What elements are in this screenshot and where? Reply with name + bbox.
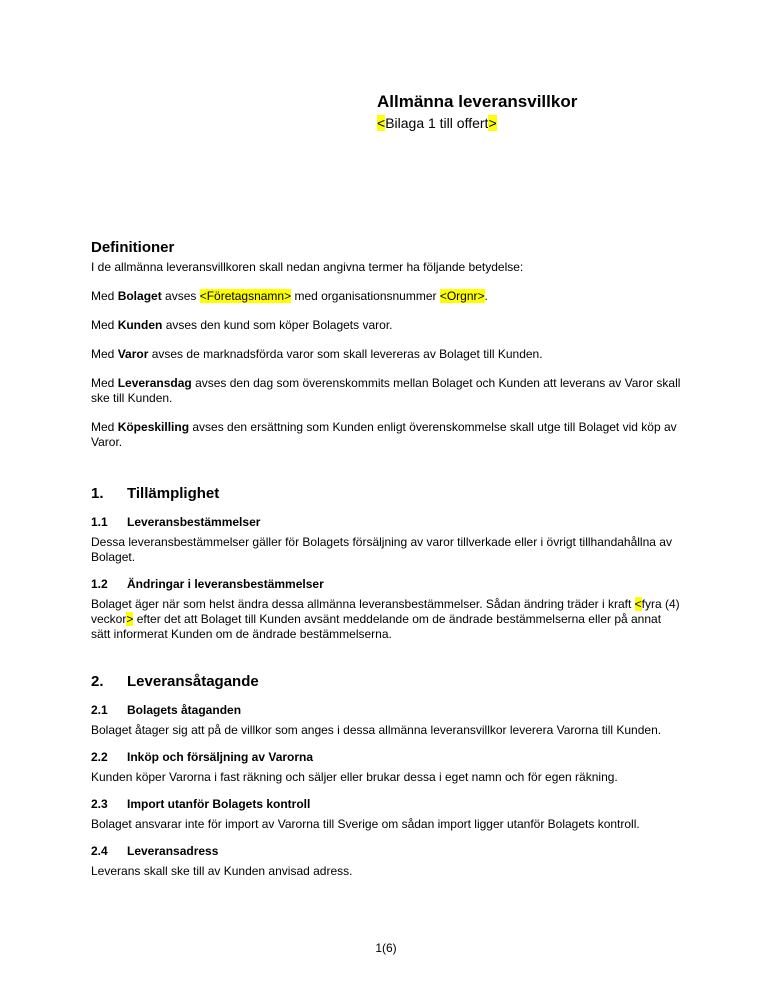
document-body	[91, 238, 681, 891]
definition-kunden	[91, 318, 681, 333]
def-prefix: Med	[91, 347, 118, 361]
subsection-2-3-text: Bolaget ansvarar inte för import av Varorna till Sverige om sådan import ligger utanför Bolagets kontroll.	[91, 817, 640, 831]
subsection-1-1-text: Dessa leveransbestämmelser gäller för Bolagets försäljning av varor tillverkade eller i övrigt tillhandahållna av Bolaget.	[91, 535, 672, 564]
subsection-1-1-heading	[91, 515, 681, 530]
subsection-number: 2.1	[91, 703, 108, 717]
subsection-2-1-heading	[91, 703, 681, 718]
definition-leveransdag	[91, 376, 681, 406]
subsection-number: 2.2	[91, 750, 108, 764]
subsection-title: Leveransadress	[127, 844, 219, 858]
def-term: Bolaget	[117, 289, 162, 303]
subsection-title: Leveransbestämmelser	[127, 515, 261, 529]
section-1-heading	[91, 484, 681, 503]
def-term: Leveransdag	[117, 376, 192, 390]
definition-kopeskilling	[91, 420, 681, 450]
subsection-title: Ändringar i leveransbestämmelser	[127, 577, 324, 591]
subsection-number: 2.3	[91, 797, 108, 811]
definitions-intro: I de allmänna leveransvillkoren skall nedan angivna termer ha följande betydelse:	[91, 260, 524, 274]
org-number-placeholder: <Orgnr>	[439, 289, 485, 303]
subtitle-open-bracket: <	[377, 115, 386, 131]
def-term: Varor	[117, 347, 149, 361]
subsection-number: 1.2	[91, 577, 108, 591]
section-number: 1.	[91, 485, 104, 502]
subsection-2-2-text: Kunden köper Varorna i fast räkning och säljer eller brukar dessa i eget namn och för egen räkning.	[91, 770, 618, 784]
def-term: Köpeskilling	[117, 420, 190, 434]
subsection-title: Import utanför Bolagets kontroll	[127, 797, 311, 811]
subsection-2-3-heading	[91, 797, 681, 812]
page-number: 1(6)	[375, 941, 397, 955]
subsection-2-4-heading	[91, 844, 681, 859]
subtitle-text: Bilaga 1 till offert	[385, 115, 489, 131]
paragraph-text: Bolaget äger när som helst ändra dessa allmänna leveransbestämmelser. Sådan ändring träder i kraft	[91, 597, 635, 611]
subsection-1-2-heading	[91, 577, 681, 592]
document-header	[377, 92, 577, 132]
section-title: Leveransåtagande	[127, 673, 259, 690]
placeholder-close-bracket: >	[126, 612, 134, 626]
subsection-2-1-text: Bolaget åtager sig att på de villkor som anges i dessa allmänna leveransvillkor leverera Varorna till Kunden.	[91, 723, 662, 737]
section-2-heading	[91, 672, 681, 691]
subsection-number: 2.4	[91, 844, 108, 858]
document-subtitle	[377, 114, 577, 132]
def-prefix: Med	[91, 289, 118, 303]
def-text: avses den kund som köper Bolagets varor.	[162, 318, 393, 332]
def-term: Kunden	[117, 318, 163, 332]
def-text: avses de marknadsförda varor som skall levereras av Bolaget till Kunden.	[148, 347, 543, 361]
subsection-title: Bolagets åtaganden	[127, 703, 242, 717]
subtitle-close-bracket: >	[488, 115, 497, 131]
subsection-1-2-text	[91, 597, 681, 642]
document-title: Allmänna leveransvillkor	[377, 92, 578, 111]
def-prefix: Med	[91, 318, 118, 332]
def-text: med organisationsnummer	[291, 289, 440, 303]
placeholder-open-bracket: <	[634, 597, 642, 611]
def-prefix: Med	[91, 420, 118, 434]
section-title: Tillämplighet	[127, 485, 220, 502]
section-number: 2.	[91, 673, 104, 690]
paragraph-text: efter det att Bolaget till Kunden avsänt meddelande om de ändrade bestämmelserna eller på annat sätt informerat Kunden om de ändrade bestämmelserna.	[91, 612, 662, 641]
company-name-placeholder: <Företagsnamn>	[199, 289, 292, 303]
def-text: avses den ersättning som Kunden enligt överenskommelse skall utge till Bolaget vid köp av Varor.	[91, 420, 677, 449]
subsection-2-2-heading	[91, 750, 681, 765]
subsection-number: 1.1	[91, 515, 108, 529]
subsection-title: Inköp och försäljning av Varorna	[127, 750, 314, 764]
def-text: avses den dag som överenskommits mellan Bolaget och Kunden att leverans av Varor skall ske till Kunden.	[91, 376, 681, 405]
definition-bolaget	[91, 289, 681, 304]
def-text: avses	[161, 289, 200, 303]
def-prefix: Med	[91, 376, 118, 390]
definitions-heading: Definitioner	[91, 239, 175, 256]
subsection-2-4-text: Leverans skall ske till av Kunden anvisad adress.	[91, 864, 353, 878]
definition-varor	[91, 347, 681, 362]
notice-period-placeholder: fyra (4) veckor	[91, 597, 680, 626]
def-suffix: .	[484, 289, 488, 303]
